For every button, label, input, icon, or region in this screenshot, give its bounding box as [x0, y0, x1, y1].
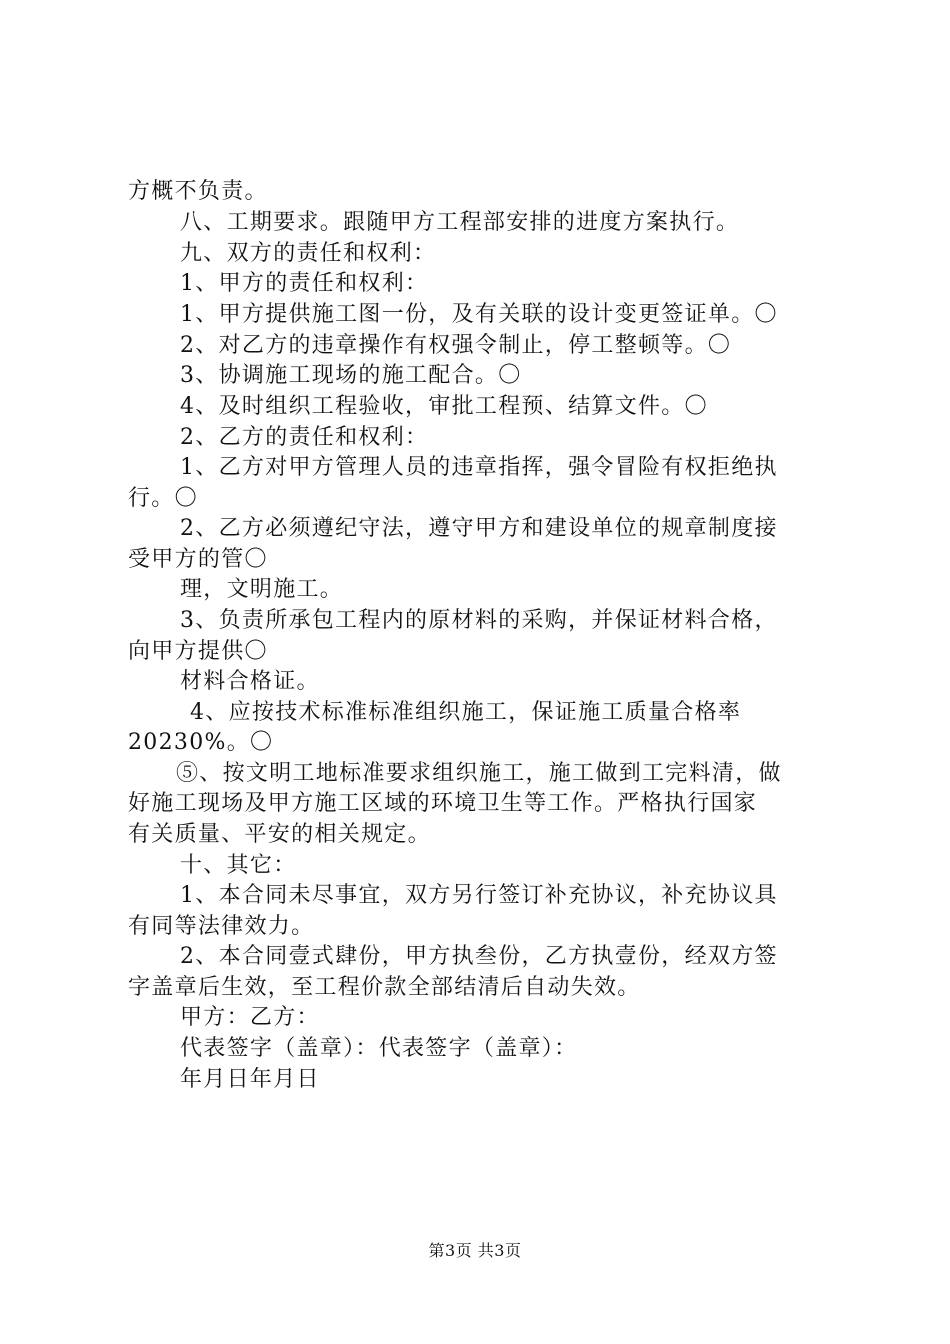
text-line: 年月日年月日: [180, 1067, 320, 1092]
text-line: 九、双方的责任和权利：: [180, 241, 437, 266]
text-line: 4、应按技术标准标准组织施工，保证施工质量合格率: [190, 700, 742, 725]
page-footer: 第3页 共3页: [428, 1241, 522, 1260]
text-line: 1、本合同未尽事宜，双方另行签订补充协议，补充协议具: [180, 883, 778, 908]
text-line: 2、本合同壹式肆份，甲方执叁份，乙方执壹份，经双方签: [180, 944, 778, 969]
text-line: 3、协调施工现场的施工配合。〇: [180, 363, 522, 388]
text-line: 八、工期要求。跟随甲方工程部安排的进度方案执行。: [180, 210, 740, 235]
text-line: 行。〇: [128, 486, 198, 511]
text-line: 1、甲方的责任和权利：: [180, 271, 429, 296]
text-line: 受甲方的管〇: [128, 547, 268, 572]
text-line: 1、乙方对甲方管理人员的违章指挥，强令冒险有权拒绝执: [180, 455, 778, 480]
text-line: 材料合格证。: [180, 669, 320, 694]
text-line: 2、对乙方的违章操作有权强令制止，停工整顿等。〇: [180, 333, 732, 358]
text-line: 1、甲方提供施工图一份，及有关联的设计变更签证单。〇: [180, 302, 778, 327]
text-line: 甲方：乙方：: [180, 1005, 320, 1030]
text-line: 字盖章后生效，至工程价款全部结清后自动失效。: [128, 975, 641, 1000]
text-line: 代表签字（盖章）：代表签字（盖章）：: [180, 1036, 578, 1061]
text-line: 3、负责所承包工程内的原材料的采购，并保证材料合格，: [180, 608, 778, 633]
text-line: ⑤、按文明工地标准要求组织施工，施工做到工完料清，做: [176, 761, 782, 786]
text-line: 好施工现场及甲方施工区域的环境卫生等工作。严格执行国家: [128, 791, 758, 816]
text-line: 有同等法律效力。: [128, 914, 315, 939]
text-line: 2、乙方必须遵纪守法，遵守甲方和建设单位的规章制度接: [180, 516, 778, 541]
text-line: 20230%。〇: [128, 730, 274, 755]
text-line: 有关质量、平安的相关规定。: [128, 822, 431, 847]
text-line: 向甲方提供〇: [128, 639, 268, 664]
text-line: 十、其它：: [180, 853, 297, 878]
text-line: 4、及时组织工程验收，审批工程预、结算文件。〇: [180, 394, 708, 419]
text-line: 2、乙方的责任和权利：: [180, 425, 429, 450]
text-line: 方概不负责。: [128, 179, 268, 204]
text-line: 理，文明施工。: [180, 577, 344, 602]
